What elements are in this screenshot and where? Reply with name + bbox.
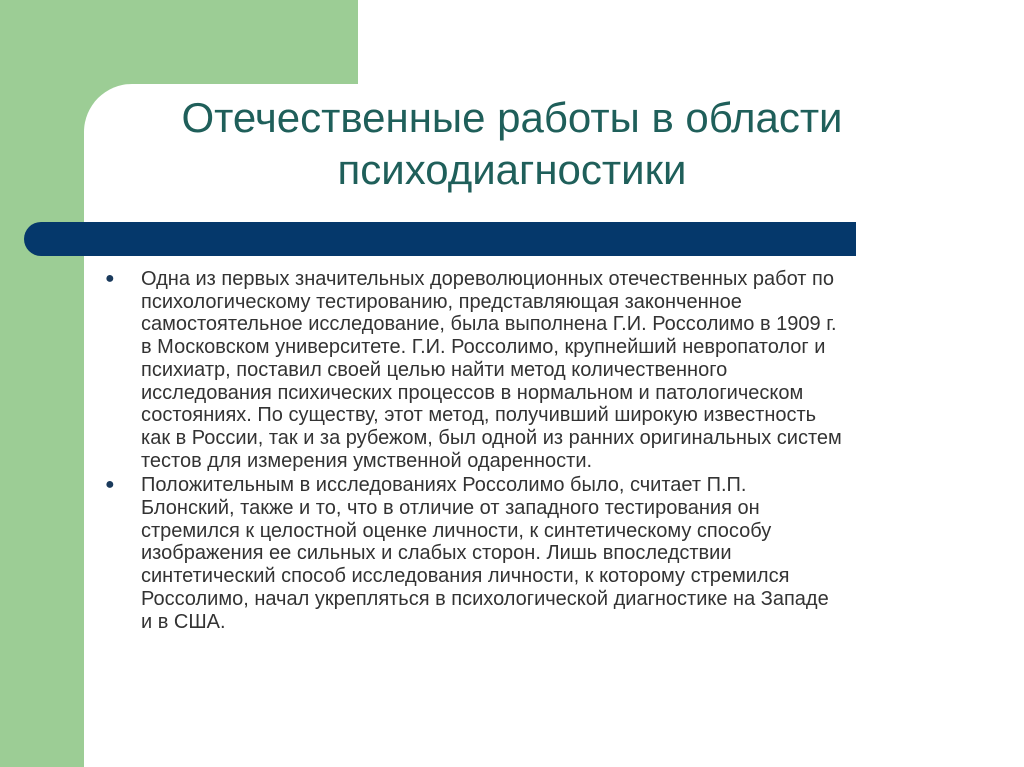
bullet-dot-icon: ● bbox=[105, 270, 115, 287]
slide-title-line-2: психодиагностики bbox=[337, 146, 687, 193]
bullet-1-line-3: самостоятельное исследование, была выполнена Г.И. Россолимо в 1909 г. bbox=[141, 313, 837, 336]
bullet-1-line-5: психиатр, поставил своей целью найти метод количественного bbox=[141, 358, 728, 381]
bullet-1-line-6: исследования психических процессов в нормальном и патологическом bbox=[141, 381, 804, 404]
bullet-2-line-6: Россолимо, начал укрепляться в психологической диагностике на Западе bbox=[141, 587, 829, 610]
bullet-2-line-5: синтетический способ исследования личности, к которому стремился bbox=[141, 565, 790, 588]
bullet-list bbox=[100, 268, 960, 635]
slide-title-line-1: Отечественные работы в области bbox=[181, 94, 843, 141]
bullet-item-2 bbox=[100, 474, 960, 633]
bullet-dot-icon: ● bbox=[105, 476, 115, 494]
bullet-1-line-2: психологическому тестированию, представляющая законченное bbox=[141, 290, 742, 313]
bullet-1-line-7: состояниях. По существу, этот метод, получивший широкую известность bbox=[141, 404, 817, 427]
bullet-2-line-1: Положительным в исследованиях Россолимо было, считает П.П. bbox=[141, 474, 747, 497]
title-divider-bar bbox=[24, 222, 856, 256]
bullet-2-line-3: стремился к целостной оценке личности, к синтетическому способу bbox=[141, 519, 772, 542]
bullet-2-line-4: изображения ее сильных и слабых сторон. Лишь впоследствии bbox=[141, 542, 732, 565]
bullet-1-line-9: тестов для измерения умственной одаренности. bbox=[141, 449, 593, 472]
bullet-1-line-4: в Московском университете. Г.И. Россолимо, крупнейший невропатолог и bbox=[141, 336, 826, 359]
bullet-item-1 bbox=[100, 268, 960, 472]
bullet-1-line-8: как в России, так и за рубежом, был одной из ранних оригинальных систем bbox=[141, 426, 842, 449]
slide-title bbox=[84, 92, 940, 196]
bullet-2-line-7: и в США. bbox=[141, 610, 226, 633]
bullet-1-line-1: Одна из первых значительных дореволюционных отечественных работ по bbox=[141, 268, 834, 290]
bullet-2-line-2: Блонский, также и то, что в отличие от западного тестирования он bbox=[141, 497, 760, 520]
